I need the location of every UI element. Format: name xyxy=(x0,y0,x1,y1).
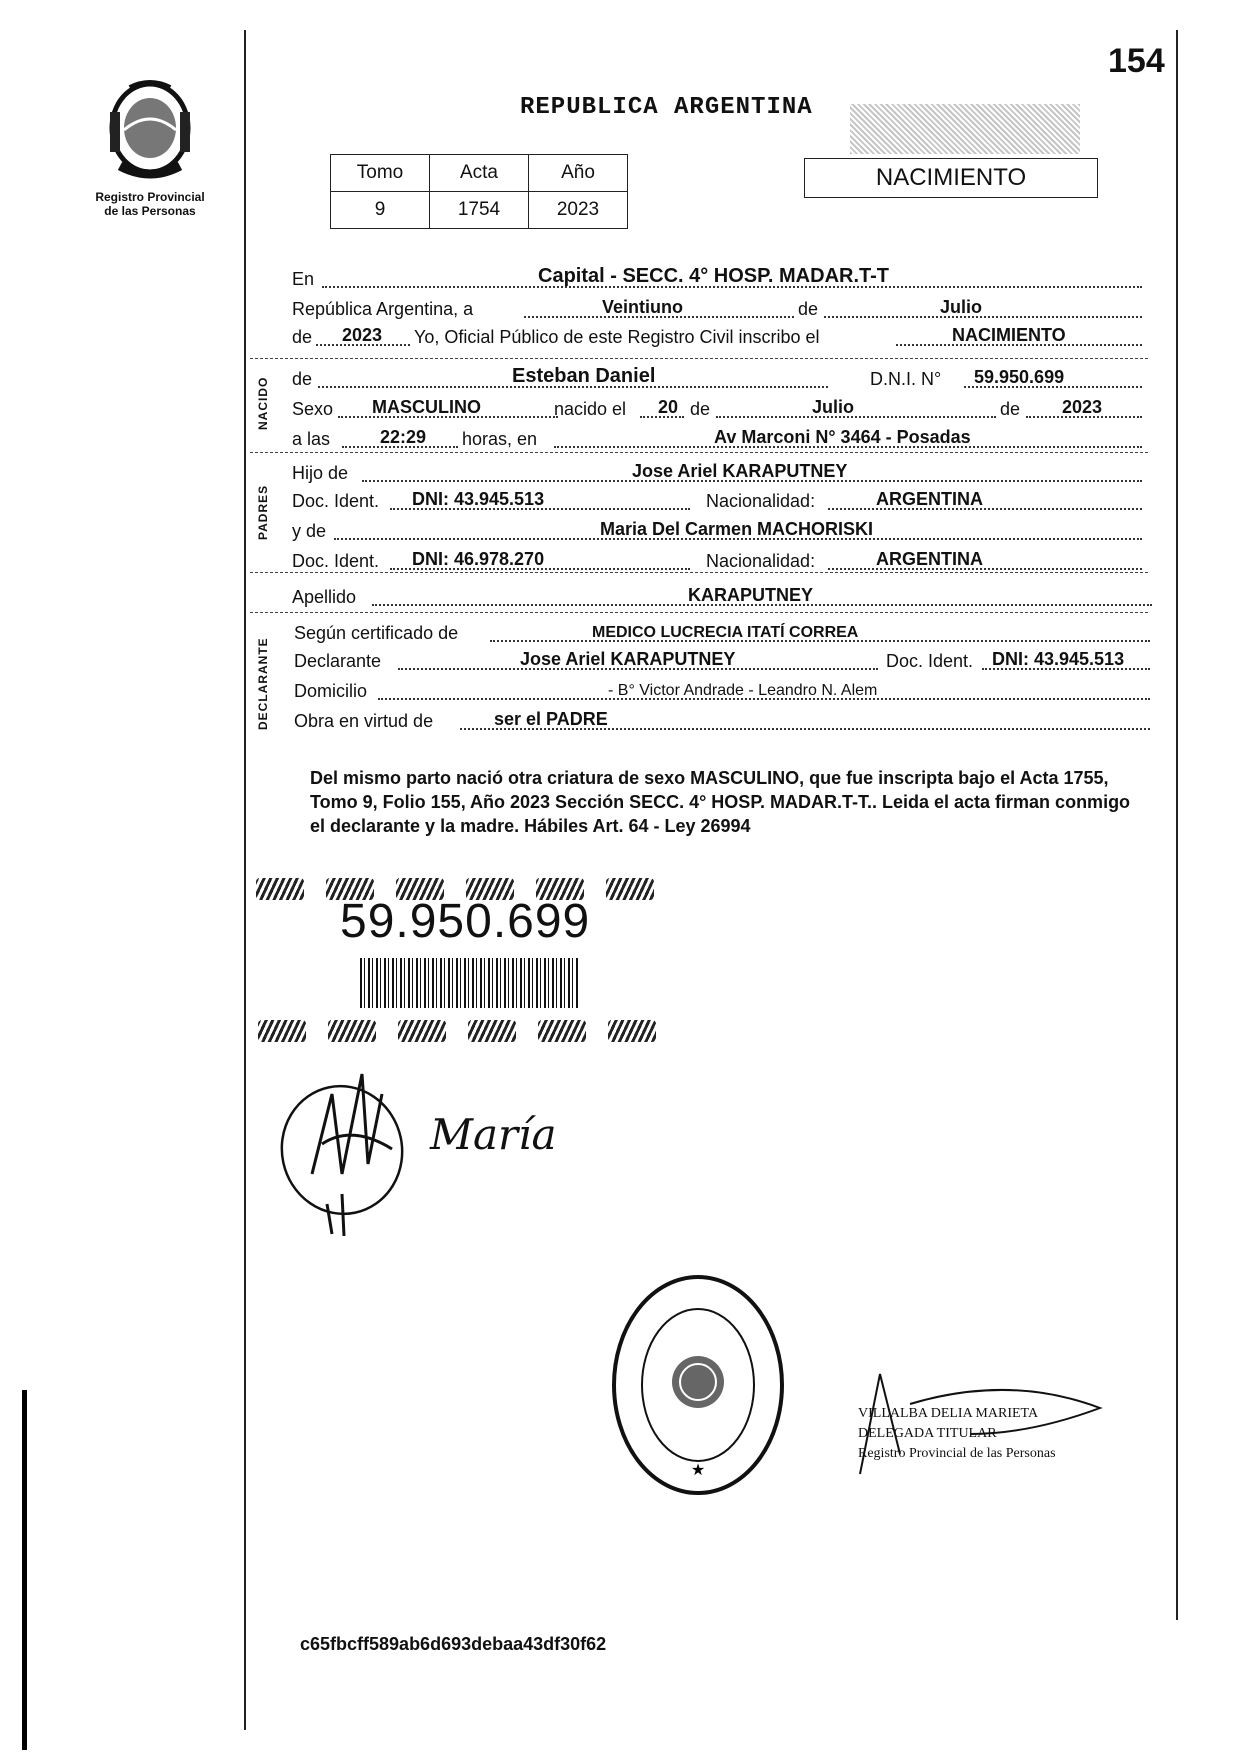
line-madre xyxy=(292,514,1142,544)
doc-label: Doc. Ident. xyxy=(292,551,380,571)
declarant-name-value: Jose Ariel KARAPUTNEY xyxy=(520,649,736,669)
document-hash: c65fbcff589ab6d693debaa43df30f62 xyxy=(300,1634,607,1654)
certificate-value: MEDICO LUCRECIA ITATÍ CORREA xyxy=(592,624,859,641)
nacionalidad-label: Nacionalidad: xyxy=(706,551,816,571)
page-number: 154 xyxy=(1108,42,1165,80)
domicilio-label: Domicilio xyxy=(294,681,368,701)
act-value: NACIMIENTO xyxy=(952,325,1066,345)
sexo-label: Sexo xyxy=(292,399,334,419)
tomo-header: Tomo xyxy=(331,155,430,192)
obra-value: ser el PADRE xyxy=(494,709,608,729)
year-value: 2023 xyxy=(342,325,383,345)
de-label: de xyxy=(798,299,819,319)
official-role: DELEGADA TITULAR xyxy=(858,1426,997,1441)
obra-label: Obra en virtud de xyxy=(294,711,434,731)
line-republica xyxy=(292,292,1142,322)
line-padre xyxy=(292,456,1142,486)
de-label: de xyxy=(292,327,313,347)
anio-value: 2023 xyxy=(529,192,628,229)
apellido-label: Apellido xyxy=(292,587,357,607)
child-dni-value: 59.950.699 xyxy=(974,367,1065,387)
doc-label: Doc. Ident. xyxy=(886,651,974,671)
alas-label: a las xyxy=(292,429,331,449)
acta-header: Acta xyxy=(430,155,529,192)
line-hora xyxy=(292,422,1142,452)
father-name-value: Jose Ariel KARAPUTNEY xyxy=(632,461,848,481)
father-nationality-value: ARGENTINA xyxy=(876,489,983,509)
line-obra xyxy=(294,704,1150,734)
notes-paragraph: Del mismo parto nació otra criatura de sexo MASCULINO, que fue inscripta bajo el Acta 1755, Tomo 9, Folio 155, Año 2023 Sección SECC. 4° HOSP. MADAR.T-T.. Leida el acta firman conmigo el declarante y la madre. Hábiles Art. 64 - Ley 26994 xyxy=(310,768,1131,836)
signature-declarant-icon xyxy=(272,1054,422,1244)
anio-header: Año xyxy=(529,155,628,192)
birth-year-value: 2023 xyxy=(1062,397,1103,417)
dni-large: 59.950.699 xyxy=(340,895,591,948)
horas-label: horas, en xyxy=(462,429,538,449)
de-label: de xyxy=(1000,399,1021,419)
tomo-value: 9 xyxy=(331,192,430,229)
declarante-label: Declarante xyxy=(294,651,382,671)
acta-value: 1754 xyxy=(430,192,529,229)
hijo-label: Hijo de xyxy=(292,463,349,483)
declarant-doc-value: DNI: 43.945.513 xyxy=(992,649,1125,669)
signature-mother: María xyxy=(430,1110,557,1159)
mother-doc-value: DNI: 46.978.270 xyxy=(412,549,545,569)
line-madre-doc xyxy=(292,544,1142,574)
register-table xyxy=(330,154,628,229)
section-divider xyxy=(250,452,1148,453)
father-doc-value: DNI: 43.945.513 xyxy=(412,489,545,509)
child-name-value: Esteban Daniel xyxy=(512,365,656,387)
official-org: Registro Provincial de las Personas xyxy=(858,1446,1056,1461)
yde-label: y de xyxy=(292,521,327,541)
right-margin-line xyxy=(1176,30,1178,1620)
scan-edge-line xyxy=(22,1390,27,1750)
security-band-bottom xyxy=(258,1020,708,1046)
nacionalidad-label: Nacionalidad: xyxy=(706,491,816,511)
doc-label: Doc. Ident. xyxy=(292,491,380,511)
dni-label: D.N.I. N° xyxy=(870,369,942,389)
apellido-value: KARAPUTNEY xyxy=(688,585,814,605)
line-sexo xyxy=(292,392,1142,422)
misiones-seal-icon xyxy=(100,78,200,186)
province-logo xyxy=(92,78,208,218)
side-label-nacido: NACIDO xyxy=(256,376,270,430)
line-name xyxy=(292,362,1142,392)
segun-label: Según certificado de xyxy=(294,623,459,643)
birth-day-value: 20 xyxy=(658,397,679,417)
en-label: En xyxy=(292,269,315,289)
official-stamp-icon xyxy=(608,1270,788,1500)
section-divider xyxy=(250,572,1148,573)
official-block xyxy=(858,1404,1056,1464)
barcode xyxy=(360,958,580,1008)
de-label: de xyxy=(690,399,711,419)
de-label: de xyxy=(292,369,313,389)
line-en xyxy=(292,262,1142,292)
side-label-declarante: DECLARANTE xyxy=(256,637,270,730)
line-domicilio xyxy=(294,674,1150,704)
left-margin-line xyxy=(244,30,246,1730)
security-stamp xyxy=(850,104,1080,154)
official-name: VILLALBA DELIA MARIETA xyxy=(858,1406,1039,1421)
birth-time-value: 22:29 xyxy=(380,427,427,447)
line-segun xyxy=(294,616,1150,646)
republica-label: República Argentina, a xyxy=(292,299,474,319)
svg-text:★: ★ xyxy=(690,1460,706,1479)
day-value: Veintiuno xyxy=(602,297,683,317)
mother-name-value: Maria Del Carmen MACHORISKI xyxy=(600,519,874,539)
nacido-label: nacido el xyxy=(554,399,627,419)
line-declarante xyxy=(294,644,1150,674)
line-padre-doc xyxy=(292,484,1142,514)
mother-nationality-value: ARGENTINA xyxy=(876,549,983,569)
domicilio-value: - B° Victor Andrade - Leandro N. Alem xyxy=(608,682,878,699)
birth-place-value: Av Marconi N° 3464 - Posadas xyxy=(714,427,971,447)
section-divider xyxy=(250,358,1148,359)
line-year xyxy=(292,320,1142,350)
side-label-padres: PADRES xyxy=(256,484,270,540)
act-type-box: NACIMIENTO xyxy=(804,158,1098,198)
section-divider xyxy=(250,612,1148,613)
place-value: Capital - SECC. 4° HOSP. MADAR.T-T xyxy=(538,265,890,287)
sexo-value: MASCULINO xyxy=(372,397,481,417)
document-title: REPUBLICA ARGENTINA xyxy=(520,94,813,121)
line-apellido xyxy=(292,580,1152,610)
yo-label: Yo, Oficial Público de este Registro Civil inscribo el xyxy=(414,327,820,347)
logo-caption: Registro Provincial de las Personas xyxy=(95,190,205,218)
birth-month-value: Julio xyxy=(812,397,855,417)
month-value: Julio xyxy=(940,297,983,317)
